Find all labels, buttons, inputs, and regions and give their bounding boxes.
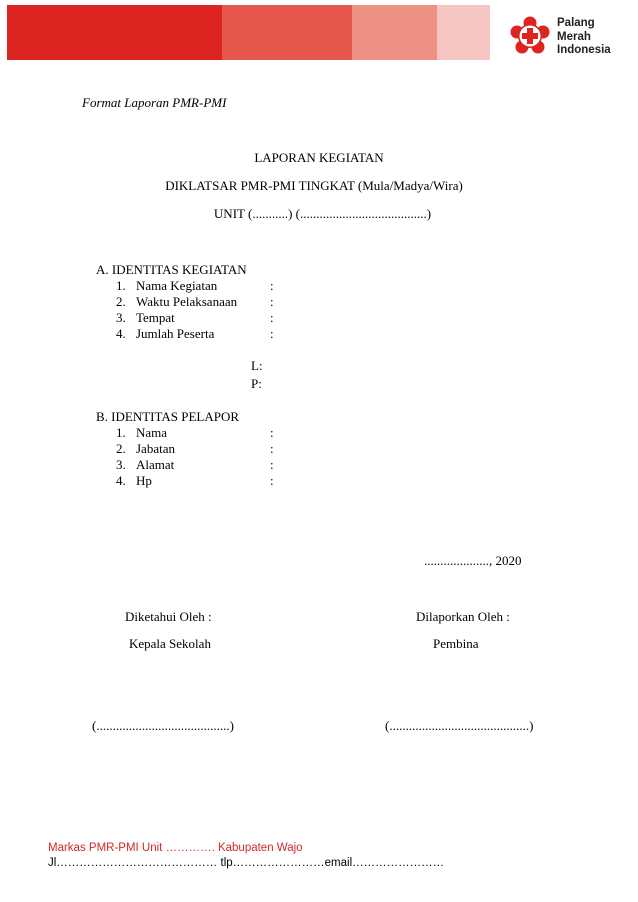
item-colon: :	[270, 310, 274, 325]
supervisor-signature-blank: (...........................................)	[385, 718, 534, 733]
org-name-line3: Indonesia	[557, 44, 611, 56]
item-label: Hp	[136, 473, 152, 488]
item-label: Jumlah Peserta	[136, 326, 215, 341]
item-number: 1.	[116, 278, 126, 293]
principal-role: Kepala Sekolah	[129, 636, 211, 651]
red-cross-logo-icon	[510, 16, 550, 56]
item-colon: :	[270, 294, 274, 309]
item-label: Jabatan	[136, 441, 175, 456]
item-colon: :	[270, 441, 274, 456]
item-colon: :	[270, 473, 274, 488]
known-by-label: Diketahui Oleh :	[125, 609, 212, 624]
reported-by-label: Dilaporkan Oleh :	[416, 609, 510, 624]
item-label: Nama Kegiatan	[136, 278, 218, 293]
item-colon: :	[270, 278, 274, 293]
header-band-salmon	[352, 5, 437, 60]
item-number: 2.	[116, 294, 126, 309]
org-name	[557, 17, 611, 58]
header-band-red	[7, 5, 222, 60]
item-colon: :	[270, 326, 274, 341]
item-number: 4.	[116, 473, 126, 488]
report-date: ...................., 2020	[424, 553, 522, 568]
title-unit: UNIT (...........) (.......................................)	[213, 206, 432, 221]
section-a-heading: A. IDENTITAS KEGIATAN	[96, 262, 247, 277]
footer-office-line: Markas PMR-PMI Unit …………. Kabupaten Wajo	[48, 842, 303, 854]
item-number: 4.	[116, 326, 126, 341]
org-name-line2: Merah	[557, 30, 591, 43]
item-colon: :	[270, 425, 274, 440]
item-label: Nama	[136, 425, 168, 440]
gender-p: P:	[251, 376, 262, 391]
item-label: Waktu Pelaksanaan	[136, 294, 238, 309]
item-number: 3.	[116, 457, 126, 472]
format-label: Format Laporan PMR-PMI	[82, 95, 227, 110]
org-name-line1: Palang	[557, 17, 595, 29]
item-label: Tempat	[136, 310, 175, 325]
item-number: 3.	[116, 310, 126, 325]
item-number: 2.	[116, 441, 126, 456]
principal-signature-blank: (.........................................)	[92, 718, 234, 733]
footer-contact-line: Jl…………………………………… tlp……………………email……………………	[48, 857, 445, 869]
title-laporan: LAPORAN KEGIATAN	[254, 150, 384, 165]
header-band-orange-red	[222, 5, 352, 60]
gender-l: L:	[251, 358, 263, 373]
item-colon: :	[270, 457, 274, 472]
title-diklatsar: DIKLATSAR PMR-PMI TINGKAT (Mula/Madya/Wira)	[165, 178, 463, 193]
header-band-pink	[437, 5, 490, 60]
section-b-heading: B. IDENTITAS PELAPOR	[96, 409, 240, 424]
supervisor-role: Pembina	[433, 636, 479, 651]
item-label: Alamat	[136, 457, 175, 472]
item-number: 1.	[116, 425, 126, 440]
